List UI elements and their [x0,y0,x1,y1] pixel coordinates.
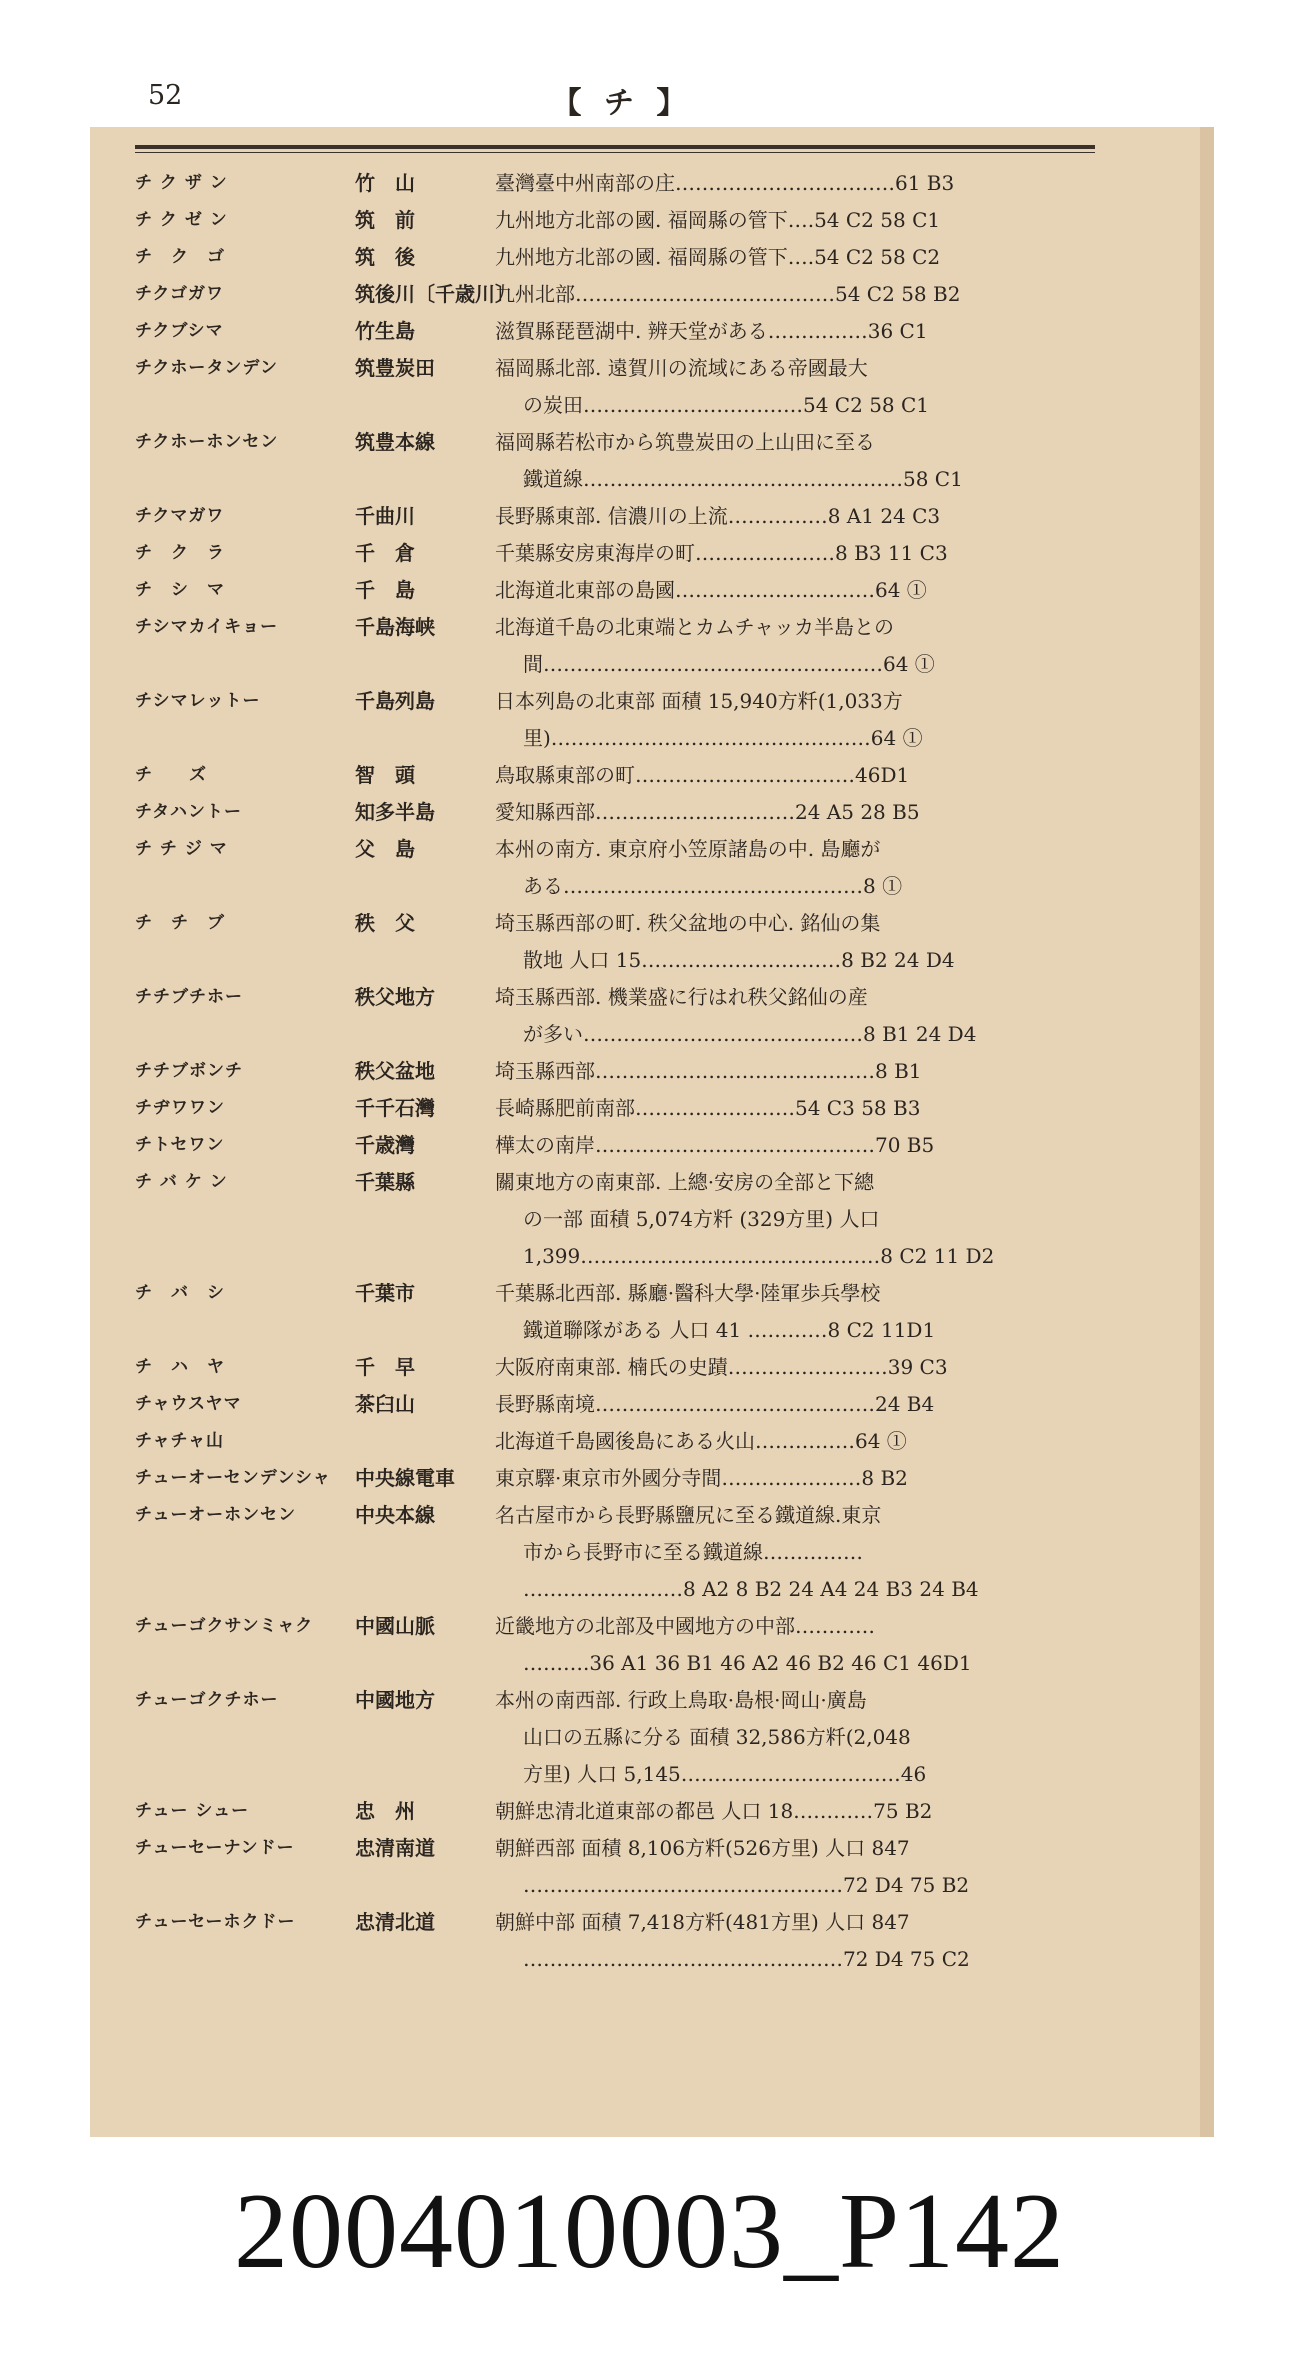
gazetteer-entry [135,1497,1125,1608]
entry-reading: チヂワワン [135,1098,225,1118]
entry-description-line: 關東地方の南東部. 上總·安房の全部と下總 [495,1170,875,1194]
entry-description [495,239,1125,276]
catalog-id: 2004010003_P142 [233,2172,1066,2291]
entry-place-name: 秩 父 [355,911,415,935]
entry-place-name: 筑豊本線 [355,430,435,454]
entry-place-name: 筑 前 [355,208,415,232]
entry-description-line: 埼玉縣西部. 機業盛に行はれ秩父銘仙の産 [495,985,868,1009]
entry-description-line: 千葉縣北西部. 縣廳·醫科大學·陸軍歩兵學校 [495,1281,881,1305]
entry-description-line: 1,399………………………………………8 C2 11 D2 [523,1244,995,1268]
gazetteer-entry [135,1460,1125,1497]
gazetteer-entry [135,498,1125,535]
entry-description-line: …………………………………………72 D4 75 B2 [523,1873,970,1897]
entry-reading: チシマレットー [135,691,261,711]
entry-description [495,1460,1125,1497]
entry-reading: チクゴガワ [135,284,224,304]
entry-description [495,1793,1125,1830]
gazetteer-entry [135,794,1125,831]
entry-reading: チトセワン [135,1135,225,1155]
entry-reading: チ バ ケ ン [135,1172,228,1192]
entry-place-name: 中國地方 [355,1688,435,1712]
entry-place-name: 中國山脈 [355,1614,435,1638]
entry-description-line: 本州の南方. 東京府小笠原諸島の中. 島廳が [495,837,881,861]
entry-reading: チクマガワ [135,506,225,526]
page-header [148,80,1096,140]
gazetteer-entry [135,683,1125,757]
entry-description-line: 山口の五縣に分る 面積 32,586方粁(2,048 [523,1725,911,1749]
entry-description-line: 臺灣臺中州南部の庄……………………………61 B3 [495,171,955,195]
entry-description-line: 間……………………………………………64 ① [523,652,935,676]
entry-description-line: ある………………………………………8 ① [523,874,903,898]
entry-place-name: 竹 山 [355,171,415,195]
entry-description-line: 福岡縣若松市から筑豊炭田の上山田に至る [495,430,875,454]
entry-place-name: 千島列島 [355,689,435,713]
entry-reading: チャチャ山 [135,1431,224,1451]
entry-description [495,498,1125,535]
entry-place-name [355,1423,495,1460]
entry-reading: チャウスヤマ [135,1394,242,1414]
entry-reading: チタハントー [135,802,242,822]
entry-description-line: 市から長野市に至る鐵道線…………… [523,1540,863,1564]
gazetteer-entry [135,276,1125,313]
entry-description-line: 北海道北東部の島國…………………………64 ① [495,578,927,602]
entry-description-line: 九州北部…………………………………54 C2 58 B2 [495,282,961,306]
entry-place-name: 竹生島 [355,319,415,343]
gazetteer-entry [135,239,1125,276]
header-rule-thin [135,152,1095,153]
entry-description [495,905,1125,979]
entry-description [495,165,1125,202]
entry-description-line: の炭田……………………………54 C2 58 C1 [523,393,930,417]
entry-description-line: 鳥取縣東部の町……………………………46D1 [495,763,910,787]
entry-place-name: 忠清南道 [355,1836,435,1860]
entry-reading: チ チ ブ [135,913,225,933]
entry-description [495,1682,1125,1793]
gazetteer-entry [135,424,1125,498]
entry-description [495,1053,1125,1090]
entry-place-name: 千葉縣 [355,1170,415,1194]
entry-description-line: 埼玉縣西部の町. 秩父盆地の中心. 銘仙の集 [495,911,881,935]
gazetteer-entry [135,757,1125,794]
entry-description [495,1608,1125,1682]
entry-reading: チシマカイキョー [135,617,279,637]
gazetteer-entry [135,609,1125,683]
entry-description [495,1904,1125,1978]
entry-place-name: 千島海峡 [355,615,435,639]
entry-place-name: 千曲川 [355,504,415,528]
entry-description [495,1386,1125,1423]
entry-place-name: 中央線電車 [355,1466,455,1490]
entry-description-line: 鐵道線…………………………………………58 C1 [523,467,963,491]
entry-reading: チューセーナンドー [135,1838,295,1858]
gazetteer-entry [135,165,1125,202]
gazetteer-entry [135,1793,1125,1830]
entry-description-line: ……………………8 A2 8 B2 24 A4 24 B3 24 B4 [523,1577,979,1601]
entry-reading: チチブボンチ [135,1061,243,1081]
entry-description [495,757,1125,794]
entry-place-name: 秩父地方 [355,985,435,1009]
entry-place-name: 秩父盆地 [355,1059,435,1083]
entry-description [495,979,1125,1053]
entry-description [495,1830,1125,1904]
entry-place-name: 智 頭 [355,763,415,787]
entry-place-name: 忠 州 [355,1799,415,1823]
entry-description [495,1275,1125,1349]
entry-description-line: 日本列島の北東部 面積 15,940方粁(1,033方 [495,689,903,713]
gazetteer-entry [135,1423,1125,1460]
entry-place-name: 千歳灣 [355,1133,415,1157]
page-number: 52 [148,80,183,111]
entry-description [495,1164,1125,1275]
entry-description [495,572,1125,609]
gazetteer-entry [135,1904,1125,1978]
gazetteer-entry [135,1608,1125,1682]
gazetteer-entry [135,1275,1125,1349]
entry-reading: チューオーセンデンシャ [135,1468,331,1488]
entry-description [495,794,1125,831]
entry-description [495,609,1125,683]
entry-description [495,424,1125,498]
entry-reading: チュー シュー [135,1801,250,1821]
gazetteer-entry [135,1127,1125,1164]
gazetteer-entry [135,1164,1125,1275]
entry-place-name: 茶臼山 [355,1392,415,1416]
entry-description-line: 朝鮮忠清北道東部の都邑 人口 18…………75 B2 [495,1799,933,1823]
entry-reading: チクホータンデン [135,358,278,378]
gazetteer-entry [135,313,1125,350]
gazetteer-entry [135,1386,1125,1423]
entry-description-line: 愛知縣西部…………………………24 A5 28 B5 [495,800,920,824]
entry-description [495,831,1125,905]
entry-reading: チューオーホンセン [135,1505,297,1525]
entry-description-line: 朝鮮西部 面積 8,106方粁(526方里) 人口 847 [495,1836,910,1860]
entry-description [495,1090,1125,1127]
gazetteer-entry [135,1349,1125,1386]
gazetteer-entry [135,572,1125,609]
gazetteer-entry [135,905,1125,979]
entry-reading: チ ク ゼ ン [135,210,228,230]
entry-reading: チ バ シ [135,1283,225,1303]
entry-place-name: 千 島 [355,578,415,602]
entry-description [495,1127,1125,1164]
entry-place-name: 千 早 [355,1355,415,1379]
entry-reading: チ ク ザ ン [135,173,228,193]
entry-description-line: 鐵道聯隊がある 人口 41 …………8 C2 11D1 [523,1318,936,1342]
entry-description-line: 長野縣南境……………………………………24 B4 [495,1392,935,1416]
entry-description [495,1349,1125,1386]
entry-reading: チ チ ジ マ [135,839,228,859]
gazetteer-entry [135,979,1125,1053]
entry-description [495,1423,1125,1460]
header-rule [135,145,1095,149]
entry-description-line: 長野縣東部. 信濃川の上流……………8 A1 24 C3 [495,504,941,528]
entry-description-line: 散地 人口 15…………………………8 B2 24 D4 [523,948,955,972]
gazetteer-entry [135,202,1125,239]
entry-description-line: 埼玉縣西部……………………………………8 B1 [495,1059,922,1083]
gazetteer-entry [135,1682,1125,1793]
entry-description-line: 大阪府南東部. 楠氏の史蹟……………………39 C3 [495,1355,948,1379]
entry-description-line: 本州の南西部. 行政上鳥取·島根·岡山·廣島 [495,1688,867,1712]
gazetteer-entry [135,831,1125,905]
entry-place-name: 筑豊炭田 [355,356,435,380]
entry-reading: チューゴクチホー [135,1690,279,1710]
entry-description-line: 福岡縣北部. 遠賀川の流域にある帝國最大 [495,356,868,380]
entry-place-name: 知多半島 [355,800,435,824]
entry-reading: チ シ マ [135,580,225,600]
entry-description-line: 北海道千島の北東端とカムチャッカ半島との [495,615,894,639]
entry-description [495,535,1125,572]
entry-reading: チ ク ラ [135,543,225,563]
entry-reading: チ ク ゴ [135,247,225,267]
gazetteer-entries [135,165,1125,1978]
entry-place-name: 中央本線 [355,1503,435,1527]
entry-description [495,202,1125,239]
entry-description [495,1497,1125,1608]
entry-place-name: 筑 後 [355,245,415,269]
entry-reading: チ ハ ヤ [135,1357,225,1377]
entry-place-name: 千 倉 [355,541,415,565]
entry-description-line: 北海道千島國後島にある火山……………64 ① [495,1429,907,1453]
entry-reading: チクホーホンセン [135,432,279,452]
entry-place-name: 父 島 [355,837,415,861]
page-edge [1200,127,1214,2137]
entry-description-line: 長崎縣肥前南部……………………54 C3 58 B3 [495,1096,921,1120]
entry-description-line: 名古屋市から長野縣鹽尻に至る鐵道線.東京 [495,1503,882,1527]
entry-description-line: …………………………………………72 D4 75 C2 [523,1947,970,1971]
entry-description-line: 九州地方北部の國. 福岡縣の管下….54 C2 58 C1 [495,208,941,232]
entry-reading: チチブチホー [135,987,243,1007]
entry-description-line: 九州地方北部の國. 福岡縣の管下….54 C2 58 C2 [495,245,941,269]
entry-place-name: 千葉市 [355,1281,415,1305]
entry-description-line: 滋賀縣琵琶湖中. 辨天堂がある……………36 C1 [495,319,928,343]
entry-description [495,350,1125,424]
entry-description-line: 近畿地方の北部及中國地方の中部………… [495,1614,875,1638]
entry-description-line: 千葉縣安房東海岸の町…………………8 B3 11 C3 [495,541,948,565]
entry-description-line: 樺太の南岸……………………………………70 B5 [495,1133,935,1157]
gazetteer-entry [135,1053,1125,1090]
entry-reading: チューセーホクドー [135,1912,296,1932]
entry-description-line: が多い……………………………………8 B1 24 D4 [523,1022,977,1046]
entry-description [495,313,1125,350]
gazetteer-entry [135,1090,1125,1127]
entry-reading: チューゴクサンミャク [135,1616,314,1636]
entry-description-line: の一部 面積 5,074方粁 (329方里) 人口 [523,1207,880,1231]
entry-description [495,276,1125,313]
entry-reading: チ ズ [135,765,207,785]
entry-description-line: 里)…………………………………………64 ① [523,726,923,750]
entry-reading: チクブシマ [135,321,224,341]
gazetteer-entry [135,350,1125,424]
entry-description-line: 朝鮮中部 面積 7,418方粁(481方里) 人口 847 [495,1910,910,1934]
entry-description-line: ……….36 A1 36 B1 46 A2 46 B2 46 C1 46D1 [523,1651,972,1675]
gazetteer-entry [135,535,1125,572]
entry-place-name: 忠清北道 [355,1910,435,1934]
entry-place-name: 筑後川〔千歳川〕 [355,282,515,306]
entry-description [495,683,1125,757]
section-heading: 【 チ 】 [551,86,693,121]
gazetteer-entry [135,1830,1125,1904]
entry-place-name: 千千石灣 [355,1096,435,1120]
entry-description-line: 東京驛·東京市外國分寺間…………………8 B2 [495,1466,908,1490]
entry-description-line: 方里) 人口 5,145……………………………46 [523,1762,927,1786]
